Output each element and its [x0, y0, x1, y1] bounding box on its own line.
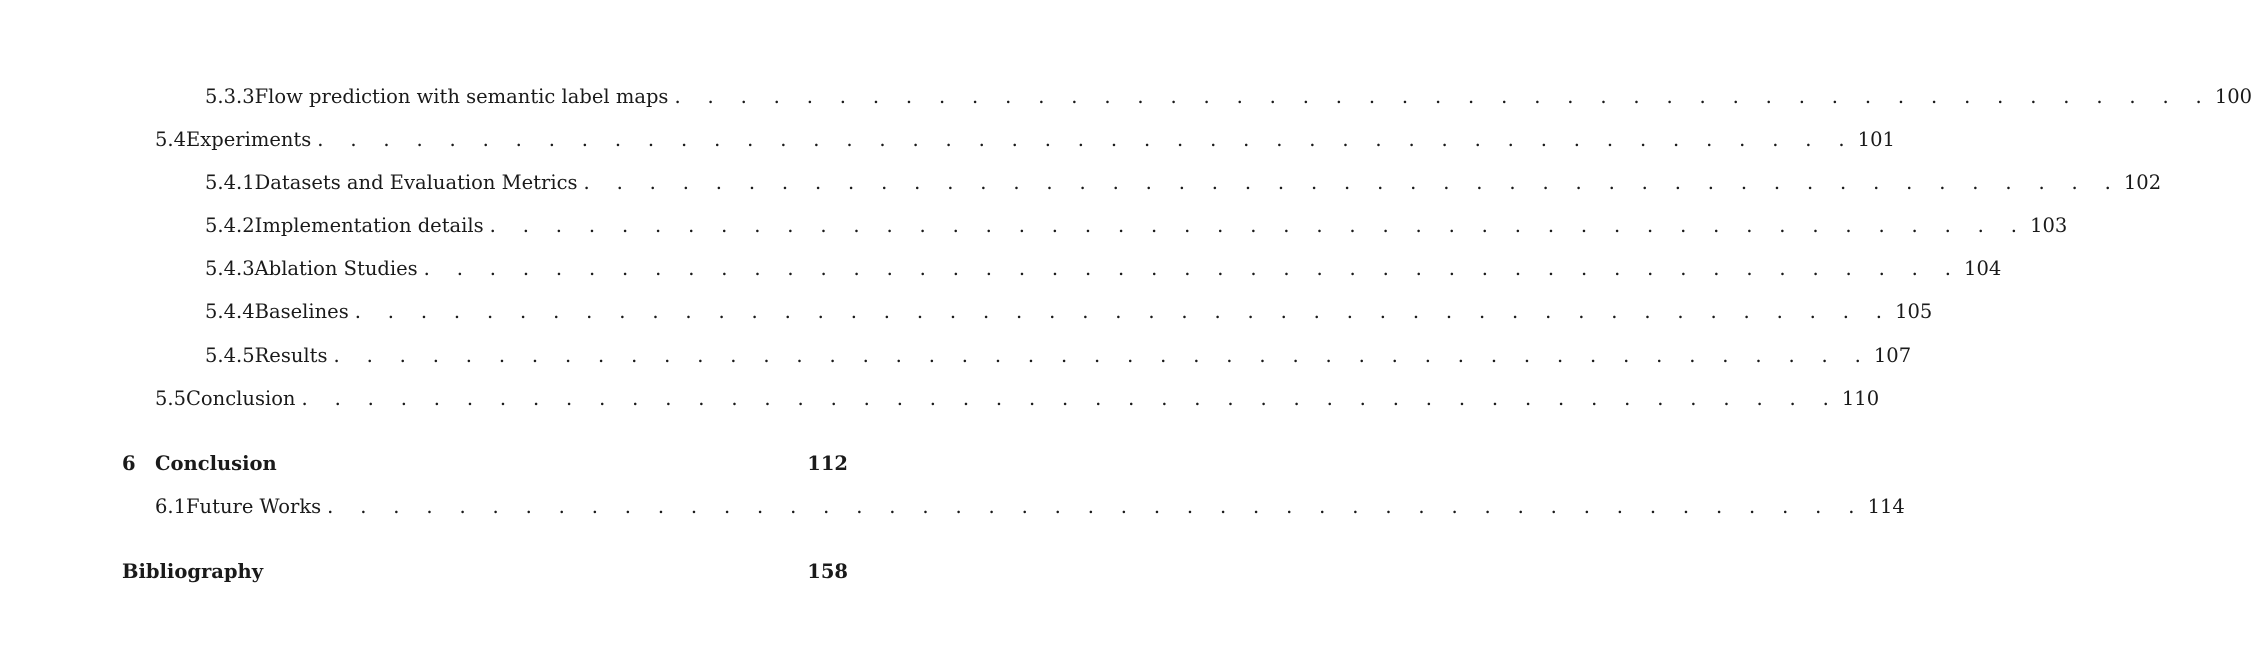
entry-title: Baselines: [254, 300, 349, 323]
dot-leader: . . . . . . . . . . . . . . . . . . . . . . . . . . . . . . . . . . . . . . . . . . . . . . .: [354, 300, 1893, 323]
entry-title: Future Works: [186, 495, 322, 518]
entry-title: Results: [254, 344, 328, 367]
entry-number: 5.3.3: [205, 85, 255, 108]
toc-entry-5-4-1[interactable]: [122, 170, 2162, 196]
toc-entry-5-4-2[interactable]: [122, 213, 2068, 239]
chapter-page: 112: [807, 452, 848, 475]
entry-title: Conclusion: [186, 387, 296, 410]
bibliography-title: Bibliography: [122, 560, 264, 583]
dot-leader: . . . . . . . . . . . . . . . . . . . . . . . . . . . . . . . . . . . . . . . . . . . . . . .: [489, 214, 2028, 237]
entry-title: Flow prediction with semantic label maps: [254, 85, 669, 108]
entry-title: Experiments: [186, 128, 312, 151]
dot-leader: . . . . . . . . . . . . . . . . . . . . . . . . . . . . . . . . . . . . . . . . . . . . . . .: [301, 387, 1840, 410]
entry-page: 102: [2123, 171, 2162, 194]
entry-number: 5.5: [155, 387, 187, 410]
toc-entry-5-4-3[interactable]: [122, 256, 2002, 282]
dot-leader: . . . . . . . . . . . . . . . . . . . . . . . . . . . . . . . . . . . . . . . . . . . . . . .: [583, 171, 2122, 194]
dot-leader: . . . . . . . . . . . . . . . . . . . . . . . . . . . . . . . . . . . . . . . . . . . . . . .: [674, 85, 2213, 108]
toc-entry-6-1[interactable]: [122, 494, 1905, 520]
entry-page: 107: [1873, 344, 1912, 367]
dot-leader: . . . . . . . . . . . . . . . . . . . . . . . . . . . . . . . . . . . . . . . . . . . . . . .: [423, 257, 1962, 280]
toc-bibliography[interactable]: [122, 559, 848, 585]
entry-number: 5.4: [155, 128, 187, 151]
toc-entry-5-4-5[interactable]: [122, 343, 1912, 369]
toc-entry-5-4-4[interactable]: [122, 299, 1933, 325]
entry-page: 110: [1841, 387, 1880, 410]
toc-chapter-6[interactable]: [122, 451, 848, 477]
dot-leader: . . . . . . . . . . . . . . . . . . . . . . . . . . . . . . . . . . . . . . . . . . . . . . .: [333, 344, 1872, 367]
entry-number: 6.1: [155, 495, 187, 518]
dot-leader: . . . . . . . . . . . . . . . . . . . . . . . . . . . . . . . . . . . . . . . . . . . . . . .: [327, 495, 1865, 518]
chapter-title: Conclusion: [155, 452, 277, 475]
entry-page: 101: [1857, 128, 1895, 151]
toc-entry-5-5[interactable]: [122, 386, 1880, 412]
entry-page: 104: [1964, 257, 2002, 280]
entry-title: Implementation details: [254, 214, 484, 237]
entry-page: 105: [1895, 300, 1933, 323]
entry-title: Ablation Studies: [254, 257, 418, 280]
toc-entry-5-3-3[interactable]: [122, 84, 2252, 110]
chapter-number: 6: [122, 452, 136, 475]
bibliography-page: 158: [807, 560, 848, 583]
entry-number: 5.4.2: [205, 214, 255, 237]
entry-page: 100: [2214, 85, 2252, 108]
entry-number: 5.4.3: [205, 257, 255, 280]
entry-title: Datasets and Evaluation Metrics: [254, 171, 578, 194]
entry-number: 5.4.4: [205, 300, 255, 323]
entry-number: 5.4.5: [205, 344, 255, 367]
entry-number: 5.4.1: [205, 171, 255, 194]
entry-page: 103: [2030, 214, 2068, 237]
dot-leader: . . . . . . . . . . . . . . . . . . . . . . . . . . . . . . . . . . . . . . . . . . . . . . .: [317, 128, 1855, 151]
entry-page: 114: [1867, 495, 1905, 518]
toc-entry-5-4[interactable]: [122, 127, 1895, 153]
